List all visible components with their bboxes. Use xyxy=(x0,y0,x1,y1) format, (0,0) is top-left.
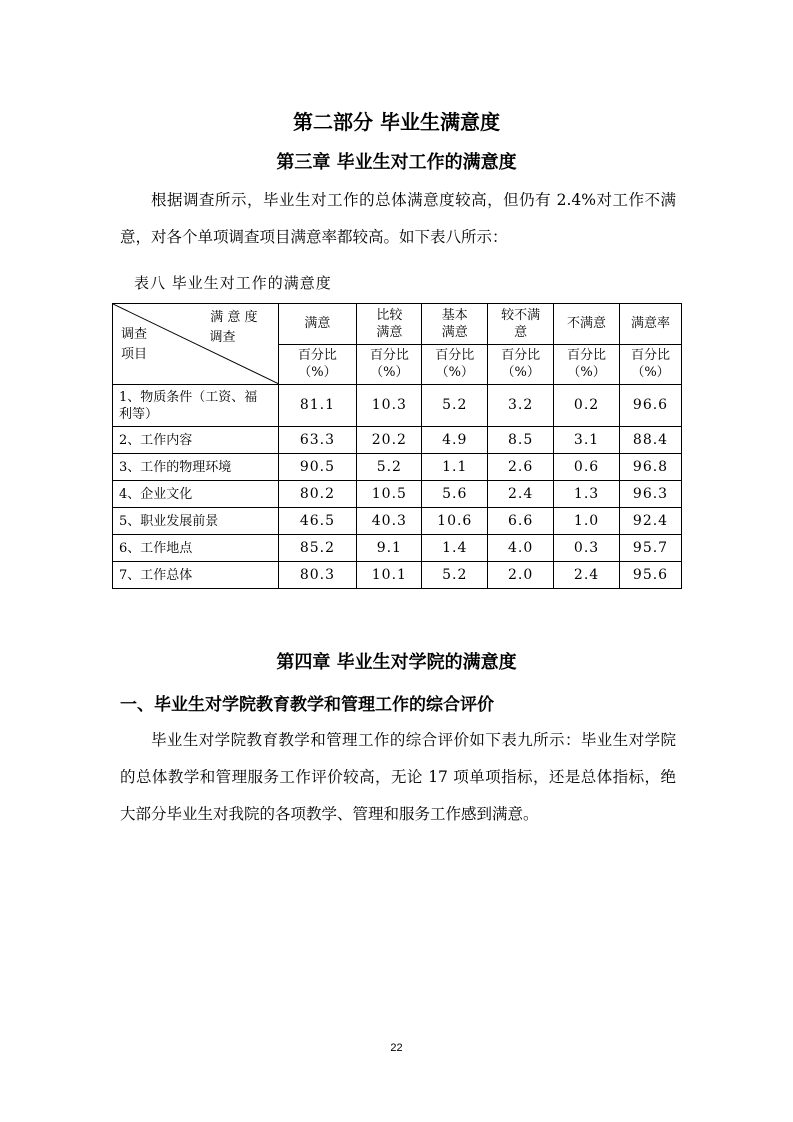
value-cell: 81.1 xyxy=(278,385,357,427)
chapter-4-title: 第四章 毕业生对学院的满意度 xyxy=(276,652,517,673)
table-header-row xyxy=(113,304,682,345)
value-cell: 3.2 xyxy=(488,385,554,427)
row-label: 2、工作内容 xyxy=(113,427,279,454)
header-survey-label: 调查 xyxy=(209,330,236,345)
value-cell: 3.1 xyxy=(554,427,620,454)
unit-cell: 百分比（%） xyxy=(278,344,357,385)
value-cell: 40.3 xyxy=(357,508,422,535)
value-cell: 10.6 xyxy=(422,508,488,535)
column-header: 满意率 xyxy=(620,304,682,345)
column-header: 满意 xyxy=(278,304,357,345)
value-cell: 0.2 xyxy=(554,385,620,427)
value-cell: 1.0 xyxy=(554,508,620,535)
part-title: 第二部分 毕业生满意度 xyxy=(293,110,500,134)
page-number: 22 xyxy=(390,1042,403,1054)
section-1-paragraph: 毕业生对学院教育教学和管理工作的综合评价如下表九所示：毕业生对学院的总体教学和管理服务工作评价较高，无论 17 项单项指标，还是总体指标，绝大部分毕业生对我院的各项教学、管理和服务工作感到满意。 xyxy=(120,731,676,823)
value-cell: 2.4 xyxy=(488,481,554,508)
value-cell: 95.6 xyxy=(620,562,682,589)
value-cell: 88.4 xyxy=(620,427,682,454)
column-header: 较不满意 xyxy=(488,304,554,345)
value-cell: 8.5 xyxy=(488,427,554,454)
row-label: 7、工作总体 xyxy=(113,562,279,589)
value-cell: 10.1 xyxy=(357,562,422,589)
unit-cell: 百分比（%） xyxy=(357,344,422,385)
value-cell: 6.6 xyxy=(488,508,554,535)
value-cell: 0.3 xyxy=(554,535,620,562)
satisfaction-table xyxy=(112,303,682,589)
column-header: 比较满意 xyxy=(357,304,422,345)
column-header: 不满意 xyxy=(554,304,620,345)
value-cell: 63.3 xyxy=(278,427,357,454)
table-row xyxy=(113,481,682,508)
value-cell: 85.2 xyxy=(278,535,357,562)
chapter-3-title: 第三章 毕业生对工作的满意度 xyxy=(276,152,517,173)
value-cell: 2.0 xyxy=(488,562,554,589)
value-cell: 96.8 xyxy=(620,454,682,481)
row-label: 4、企业文化 xyxy=(113,481,279,508)
unit-cell: 百分比（%） xyxy=(620,344,682,385)
value-cell: 95.7 xyxy=(620,535,682,562)
value-cell: 4.0 xyxy=(488,535,554,562)
table-row xyxy=(113,427,682,454)
column-header: 基本满意 xyxy=(422,304,488,345)
diagonal-header-cell xyxy=(113,304,279,385)
table-row xyxy=(113,562,682,589)
unit-cell: 百分比（%） xyxy=(488,344,554,385)
value-cell: 80.2 xyxy=(278,481,357,508)
header-satisfaction-label: 满 意 度 xyxy=(210,310,258,325)
unit-cell: 百分比（%） xyxy=(554,344,620,385)
table-row xyxy=(113,508,682,535)
table-row xyxy=(113,535,682,562)
header-item-label-2: 项目 xyxy=(121,347,148,362)
row-label: 3、工作的物理环境 xyxy=(113,454,279,481)
value-cell: 1.3 xyxy=(554,481,620,508)
value-cell: 92.4 xyxy=(620,508,682,535)
value-cell: 20.2 xyxy=(357,427,422,454)
section-1-title: 一、毕业生对学院教育教学和管理工作的综合评价 xyxy=(120,695,494,715)
value-cell: 9.1 xyxy=(357,535,422,562)
unit-cell: 百分比（%） xyxy=(422,344,488,385)
value-cell: 4.9 xyxy=(422,427,488,454)
header-item-label-1: 调查 xyxy=(121,327,148,342)
value-cell: 2.6 xyxy=(488,454,554,481)
value-cell: 5.2 xyxy=(357,454,422,481)
table-row xyxy=(113,454,682,481)
row-label: 1、物质条件（工资、福利等） xyxy=(113,385,279,427)
table-caption: 表八 毕业生对工作的满意度 xyxy=(134,274,332,292)
value-cell: 5.2 xyxy=(422,562,488,589)
value-cell: 90.5 xyxy=(278,454,357,481)
intro-paragraph: 根据调查所示，毕业生对工作的总体满意度较高，但仍有 2.4%对工作不满意，对各个单项调查项目满意率都较高。如下表八所示： xyxy=(120,191,676,246)
value-cell: 2.4 xyxy=(554,562,620,589)
row-label: 6、工作地点 xyxy=(113,535,279,562)
value-cell: 5.6 xyxy=(422,481,488,508)
value-cell: 80.3 xyxy=(278,562,357,589)
value-cell: 46.5 xyxy=(278,508,357,535)
table-row xyxy=(113,385,682,427)
value-cell: 96.3 xyxy=(620,481,682,508)
row-label: 5、职业发展前景 xyxy=(113,508,279,535)
value-cell: 96.6 xyxy=(620,385,682,427)
value-cell: 1.4 xyxy=(422,535,488,562)
value-cell: 5.2 xyxy=(422,385,488,427)
value-cell: 10.3 xyxy=(357,385,422,427)
value-cell: 1.1 xyxy=(422,454,488,481)
value-cell: 0.6 xyxy=(554,454,620,481)
value-cell: 10.5 xyxy=(357,481,422,508)
